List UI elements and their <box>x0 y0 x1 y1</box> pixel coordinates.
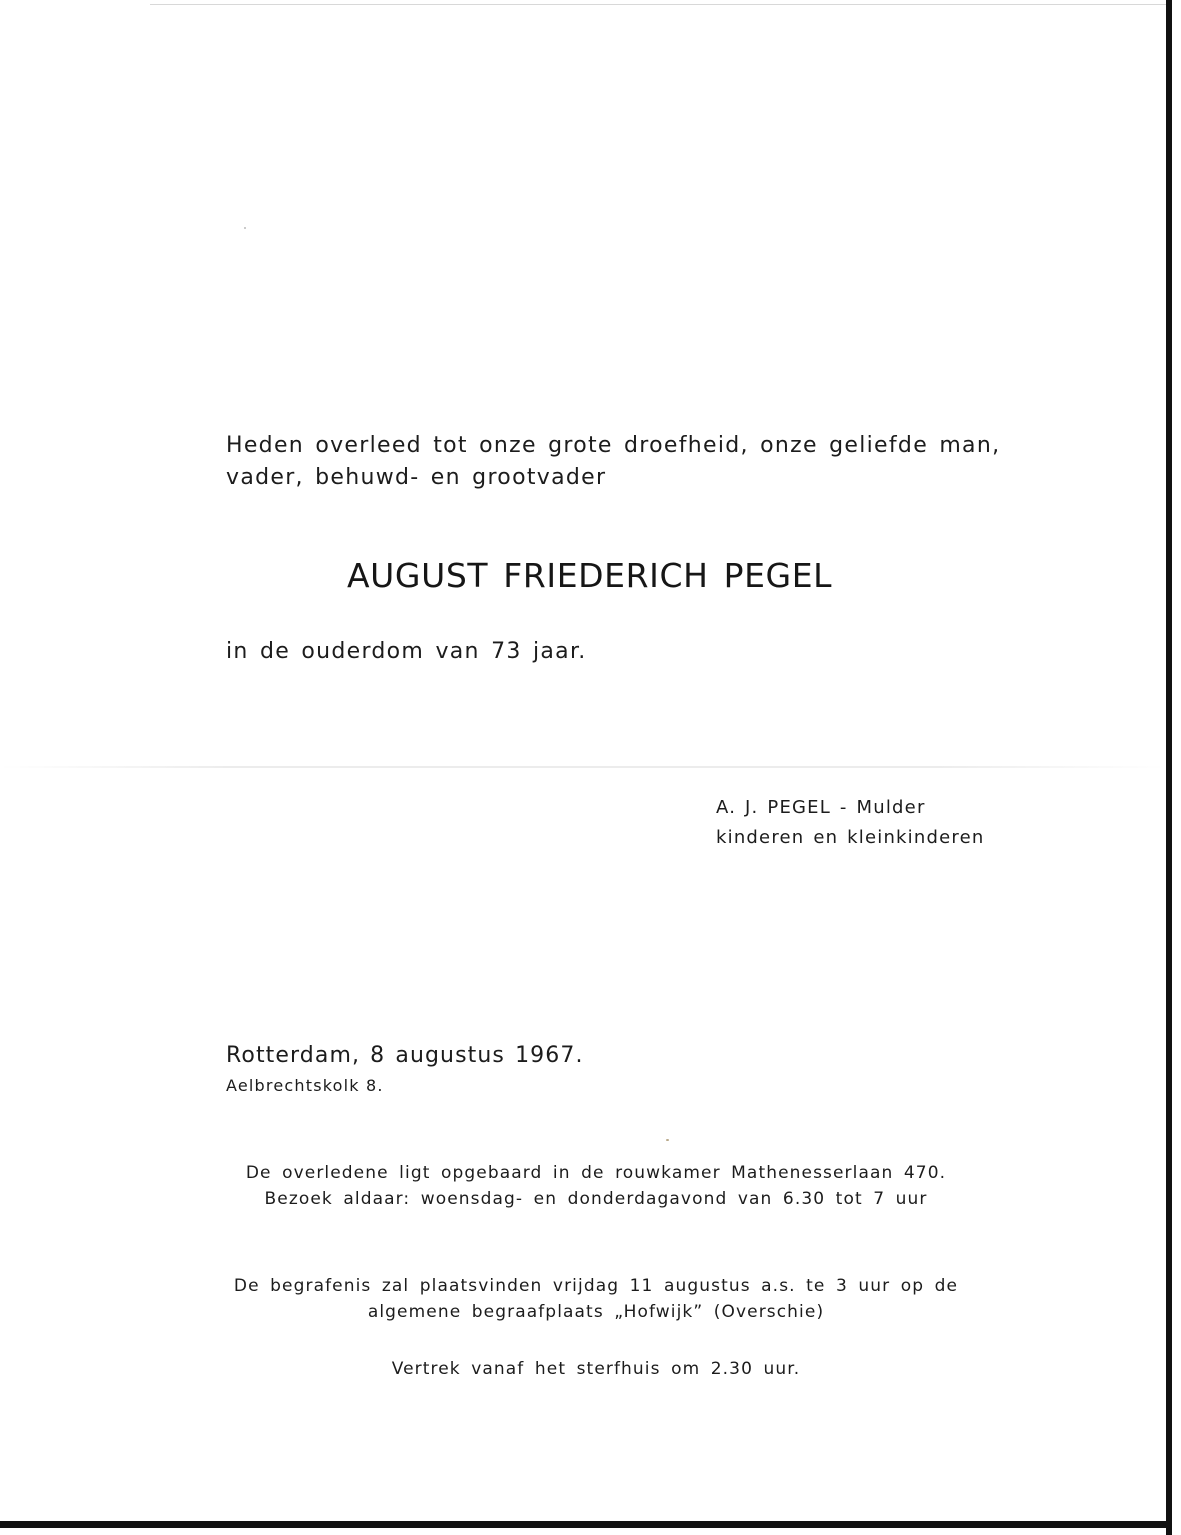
intro-line-2: vader, behuwd- en grootvader <box>226 465 607 490</box>
viewing-line-1: De overledene ligt opgebaard in de rouwkamer Mathenesserlaan 470. <box>245 1163 947 1183</box>
paper-speck <box>244 227 246 229</box>
departure-line: Vertrek vanaf het sterfhuis om 2.30 uur. <box>391 1359 801 1379</box>
deceased-name: AUGUST FRIEDERICH PEGEL <box>347 556 833 595</box>
funeral-line-2: algemene begraafplaats „Hofwijk” (Overschie) <box>367 1302 825 1322</box>
funeral-line-1: De begrafenis zal plaatsvinden vrijdag 11 augustus a.s. te 3 uur op de <box>233 1276 959 1296</box>
viewing-line-2: Bezoek aldaar: woensdag- en donderdagavond van 6.30 tot 7 uur <box>264 1189 928 1209</box>
place-date: Rotterdam, 8 augustus 1967. <box>226 1043 584 1068</box>
card-top-edge <box>150 4 1166 5</box>
signatory-line-1: A. J. PEGEL - Mulder <box>716 797 926 818</box>
card-fold-line <box>0 766 1166 768</box>
paper-speck <box>666 1139 669 1141</box>
signatory-line-2: kinderen en kleinkinderen <box>716 827 985 848</box>
card-bottom-edge <box>0 1521 1172 1528</box>
age-line: in de ouderdom van 73 jaar. <box>226 639 587 664</box>
address: Aelbrechtskolk 8. <box>226 1076 384 1095</box>
intro-line-1: Heden overleed tot onze grote droefheid, onze geliefde man, <box>226 433 1001 458</box>
